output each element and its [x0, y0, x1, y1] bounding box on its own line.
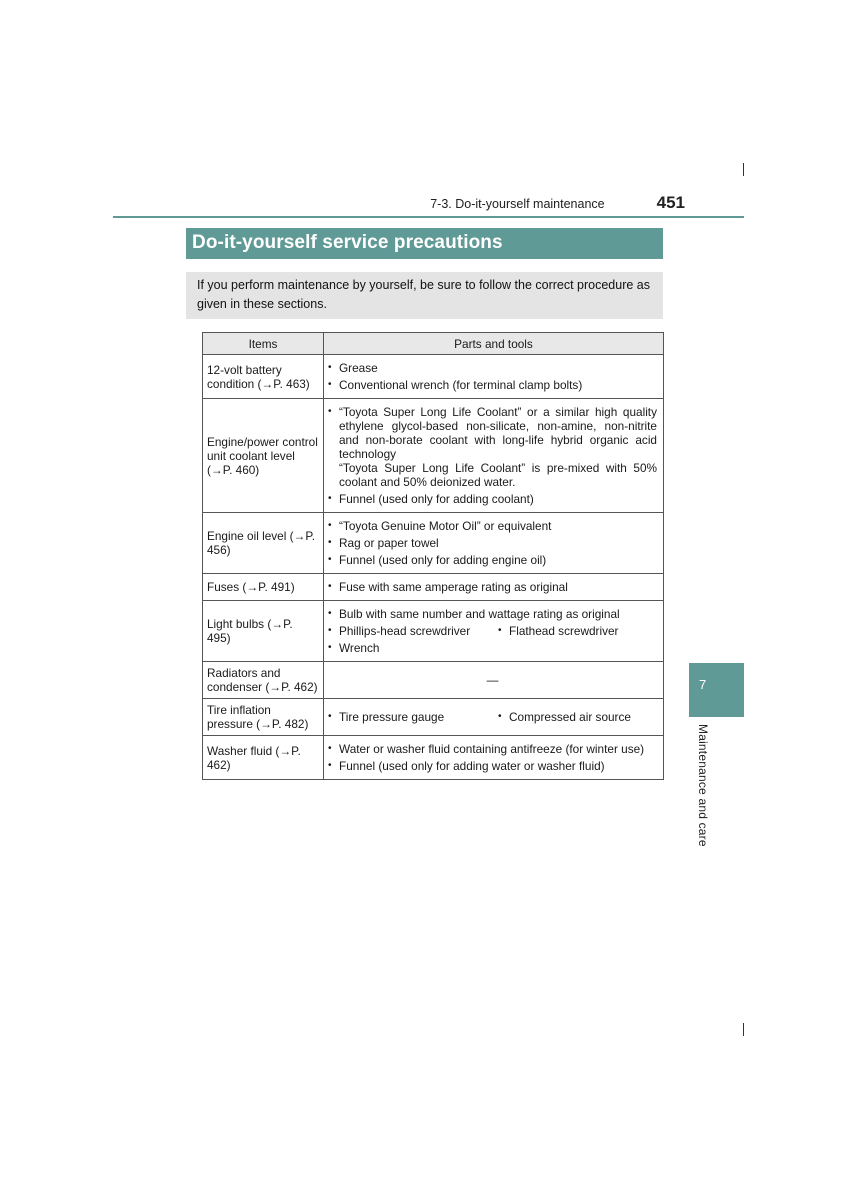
parts-cell: • Bulb with same number and wattage rating as original • Phillips-head screwdriver • Flathead screwdriver • Wrench [324, 601, 664, 662]
parts-cell [324, 662, 664, 699]
table-row [203, 399, 664, 513]
chapter-number: 7 [699, 677, 707, 692]
parts-cell: • Tire pressure gauge • Compressed air source [324, 699, 664, 736]
column-header-parts: Parts and tools [324, 333, 664, 355]
column-header-items: Items [203, 333, 324, 355]
parts-cell: • “Toyota Super Long Life Coolant” or a similar high quality ethylene glycol-based non-silicate, non-amine, non-nitrite and non-borate coolant with long-life hybrid organic acid technology “Toyota Super Long Life Coolant” is pre-mixed with 50% coolant and 50% deionized water. • Funnel (used only for adding coolant) [324, 399, 664, 513]
table-row [203, 699, 664, 736]
parts-cell: • Grease • Conventional wrench (for terminal clamp bolts) [324, 355, 664, 399]
bullet: • [328, 362, 332, 373]
table-header-row [203, 333, 664, 355]
bullet: • [328, 493, 332, 504]
page-number: 451 [656, 193, 685, 212]
item-cell: Engine/power control unit coolant level (→P. 460) [203, 399, 324, 513]
parts-cell: • Fuse with same amperage rating as original [324, 574, 664, 601]
bullet: • [328, 625, 332, 636]
table-row [203, 601, 664, 662]
item-cell: Engine oil level (→P. 456) [203, 513, 324, 574]
header-rule [113, 216, 744, 218]
running-head [350, 193, 685, 213]
bullet: • [328, 581, 332, 592]
parts-cell: • “Toyota Genuine Motor Oil” or equivalent • Rag or paper towel • Funnel (used only for adding engine oil) [324, 513, 664, 574]
bullet: • [328, 760, 332, 771]
bullet: • [498, 625, 502, 636]
coolant-spec: “Toyota Super Long Life Coolant” or a similar high quality ethylene glycol-based non-silicate, non-amine, non-nitrite and non-borate coolant with long-life hybrid organic acid technology [339, 405, 657, 461]
bullet: • [328, 711, 332, 722]
table-row [203, 574, 664, 601]
table-row [203, 513, 664, 574]
item-cell: Tire inflation pressure (→P. 482) [203, 699, 324, 736]
table-row [203, 736, 664, 780]
chapter-tab [689, 663, 744, 717]
chapter-label: Maintenance and care [696, 724, 710, 847]
parts-cell: • Water or washer fluid containing antifreeze (for winter use) • Funnel (used only for adding water or washer fluid) [324, 736, 664, 780]
bullet: • [328, 537, 332, 548]
bullet: • [328, 379, 332, 390]
parts-and-tools-table [202, 332, 664, 780]
bullet: • [328, 554, 332, 565]
bullet: • [328, 642, 332, 653]
bullet: • [328, 608, 332, 619]
item-cell: 12-volt battery condition (→P. 463) [203, 355, 324, 399]
no-parts-dash: — [486, 673, 499, 687]
bullet: • [498, 711, 502, 722]
item-cell: Fuses (→P. 491) [203, 574, 324, 601]
crop-mark-bottom [743, 1023, 744, 1036]
coolant-note: “Toyota Super Long Life Coolant” is pre-mixed with 50% coolant and 50% deionized water. [339, 461, 657, 489]
item-cell: Radiators and condenser (→P. 462) [203, 662, 324, 699]
item-cell: Light bulbs (→P. 495) [203, 601, 324, 662]
intro-note: If you perform maintenance by yourself, be sure to follow the correct procedure as given in these sections. [186, 272, 663, 319]
bullet: • [328, 743, 332, 754]
page-title: Do-it-yourself service precautions [186, 228, 663, 259]
bullet: • [328, 406, 332, 417]
bullet: • [328, 520, 332, 531]
crop-mark-top [743, 163, 744, 176]
table-row [203, 355, 664, 399]
section-reference: 7-3. Do-it-yourself maintenance [430, 197, 605, 211]
item-cell: Washer fluid (→P. 462) [203, 736, 324, 780]
table-row [203, 662, 664, 699]
